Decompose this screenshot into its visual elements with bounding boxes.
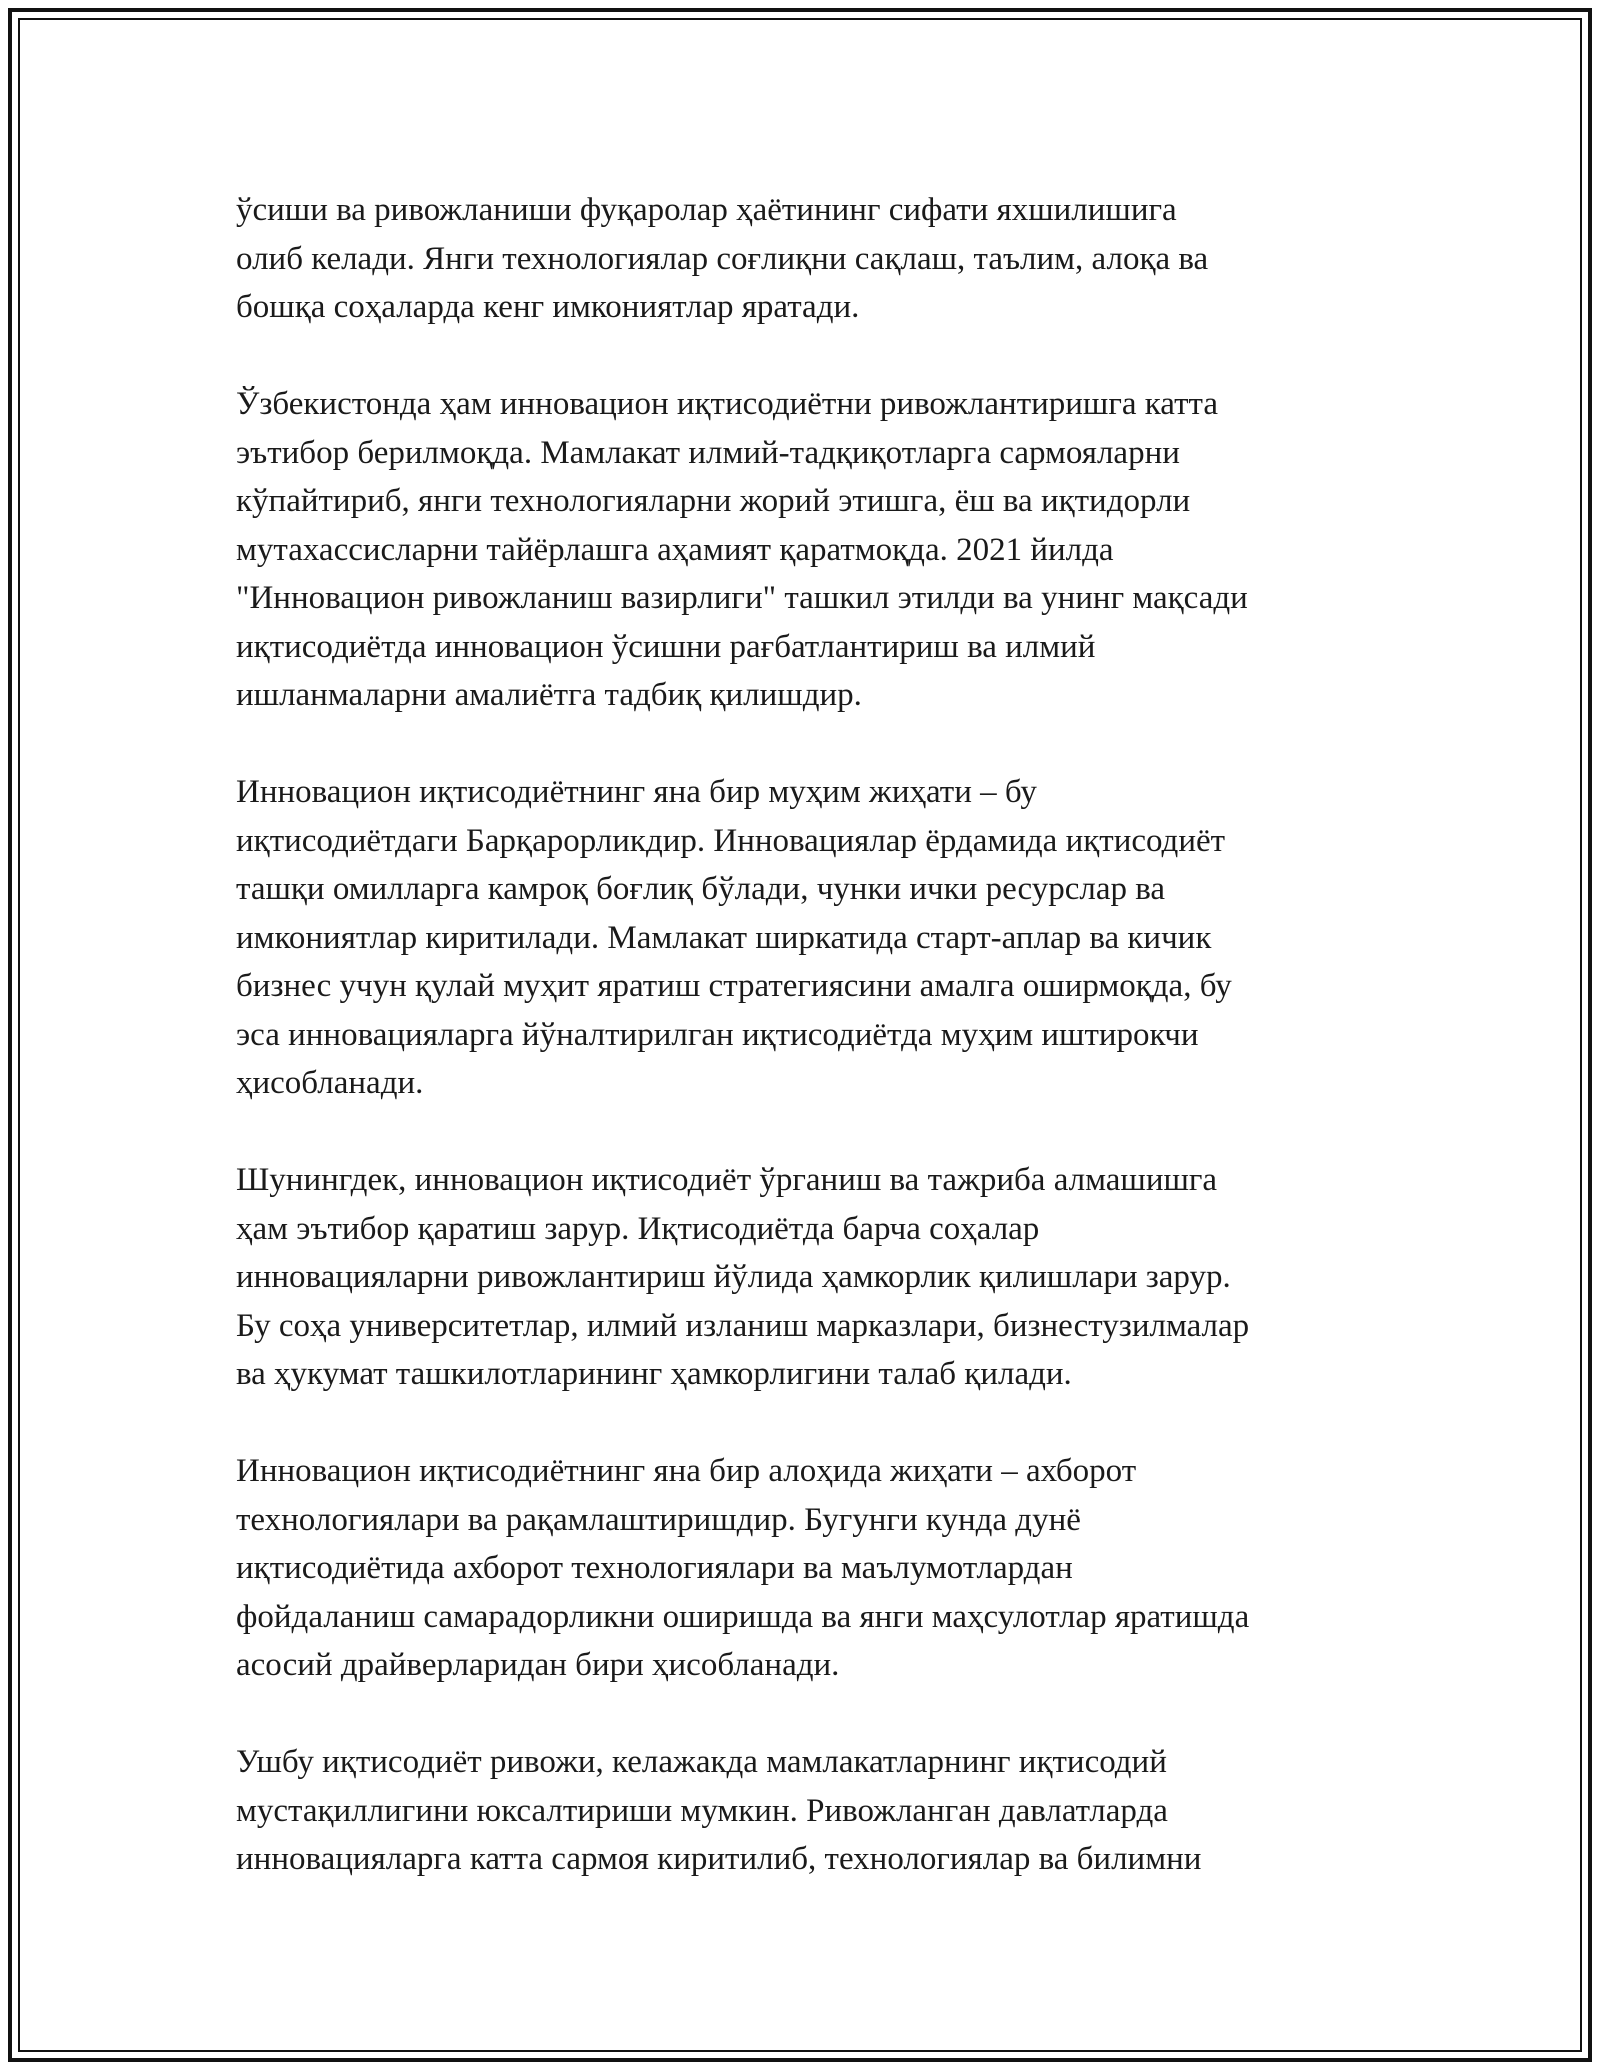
- paragraph-4: Шунингдек, инновацион иқтисодиёт ўрганиш ва тажриба алмашишга ҳам эътибор қаратиш зарур. Иқтисодиётда барча соҳалар инновацияларни ривожлантириш йўлида ҳамкорлик қилишлари зарур. Бу соҳа университетлар, илмий изланиш марказлари, бизнестузилмалар ва ҳукумат ташкилотларининг ҳамкорлигини талаб қилади.: [236, 1162, 1250, 1392]
- paragraph-1: ўсиши ва ривожланиши фуқаролар ҳаётининг сифати яхшилишига олиб келади. Янги технологиялар соғлиқни сақлаш, таълим, алоқа ва бошқа соҳаларда кенг имкониятлар яратади.: [236, 192, 1209, 325]
- paragraph-5: Инновацион иқтисодиётнинг яна бир алоҳида жиҳати – ахборот технологиялари ва рақамлаштиришдир. Бугунги кунда дунё иқтисодиётида ахборот технологиялари ва маълумотлардан фойдаланиш самарадорликни оширишда ва янги маҳсулотлар яратишда асосий драйверларидан бири ҳисобланади.: [236, 1453, 1250, 1683]
- document-body: [236, 186, 1376, 1932]
- paragraph-2: Ўзбекистонда ҳам инновацион иқтисодиётни ривожлантиришга катта эътибор берилмоқда. Мамлакат илмий-тадқиқотларга сармояларни кўпайтириб, янги технологияларни жорий этишга, ёш ва иқтидорли мутахассисларни тайёрлашга аҳамият қаратмоқда. 2021 йилда "Инновацион ривожланиш вазирлиги" ташкил этилди ва унинг мақсади иқтисодиётда инновацион ўсишни рағбатлантириш ва илмий ишланмаларни амалиётга тадбиқ қилишдир.: [236, 386, 1248, 713]
- paragraph-6: Ушбу иқтисодиёт ривожи, келажакда мамлакатларнинг иқтисодий мустақиллигини юксалтириши мумкин. Ривожланган давлатларда инновацияларга катта сармоя киритилиб, технологиялар ва билимни: [236, 1744, 1202, 1877]
- paragraph-3: Инновацион иқтисодиётнинг яна бир муҳим жиҳати – бу иқтисодиётдаги Барқарорликдир. Инновациялар ёрдамида иқтисодиёт ташқи омилларга камроқ боғлиқ бўлади, чунки ички ресурслар ва имкониятлар киритилади. Мамлакат ширкатида старт-аплар ва кичик бизнес учун қулай муҳит яратиш стратегиясини амалга оширмоқда, бу эса инновацияларга йўналтирилган иқтисодиётда муҳим иштирокчи ҳисобланади.: [236, 774, 1232, 1101]
